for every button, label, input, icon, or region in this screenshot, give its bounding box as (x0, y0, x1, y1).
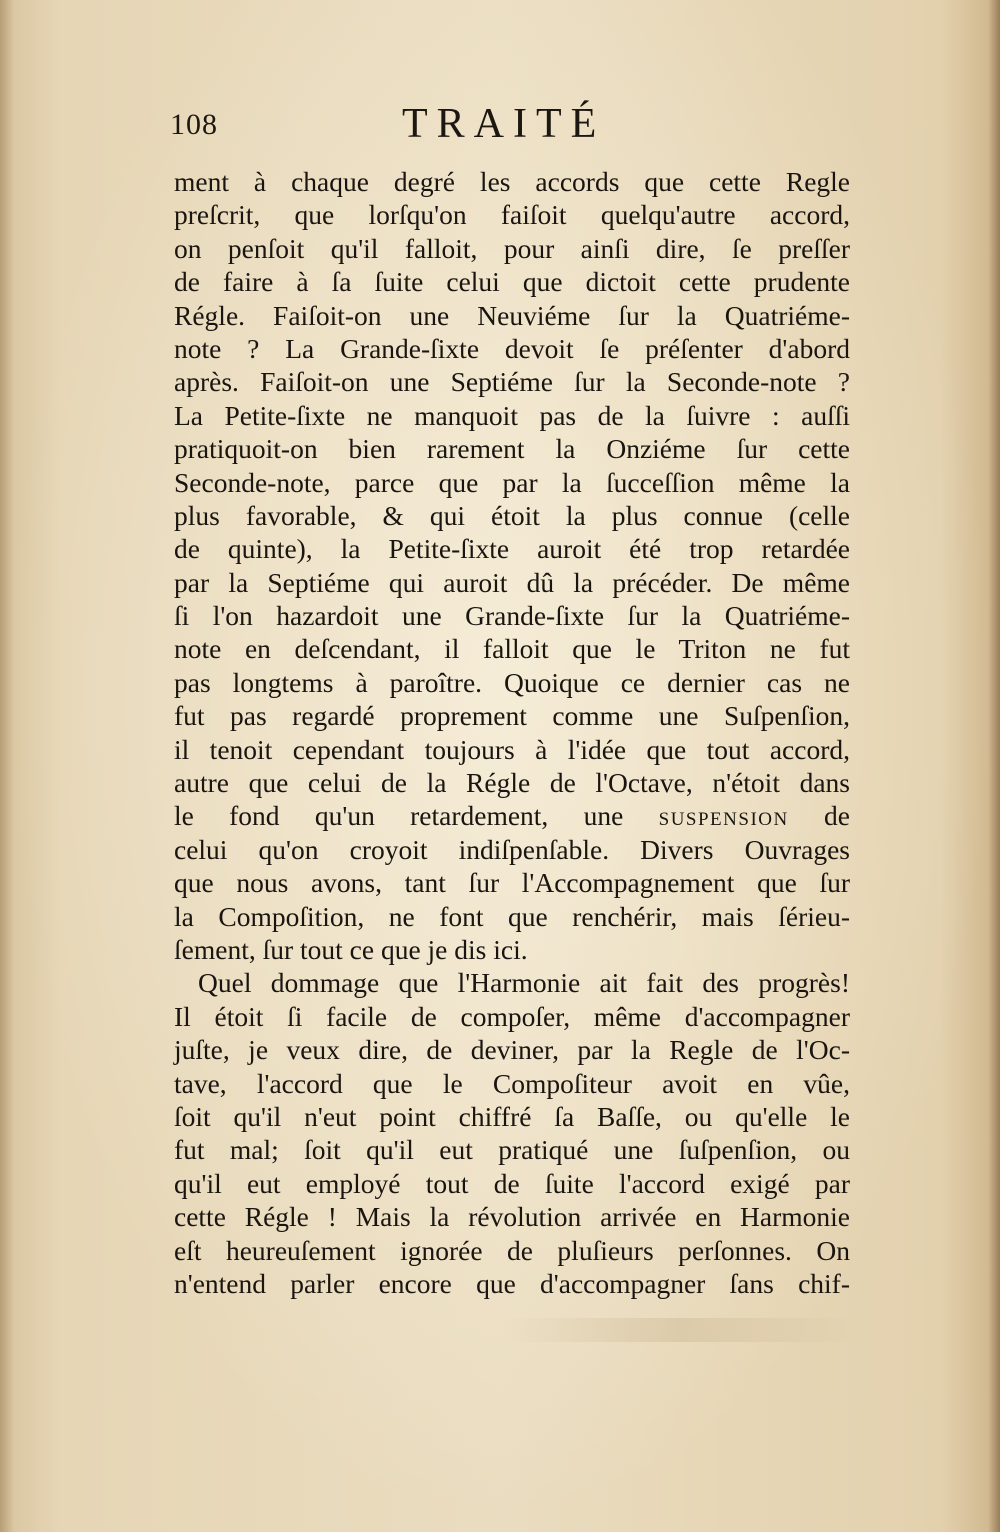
small-caps-term: suspension (658, 800, 789, 832)
text-line-with-small-caps (174, 799, 850, 832)
text-line: Seconde-note, parce que par la ſucceſſion même la (174, 466, 850, 498)
page-edge-shadow-left (0, 0, 14, 1532)
text-line-end: de (788, 800, 850, 832)
text-line: eſt heureuſement ignorée de pluſieurs perſonnes. On (174, 1234, 850, 1266)
text-line: pas longtems à paroître. Quoique ce dernier cas ne (174, 666, 850, 698)
text-line: on penſoit qu'il falloit, pour ainſi dire, ſe preſſer (174, 232, 850, 264)
text-line: preſcrit, que lorſqu'on faiſoit quelqu'autre accord, (174, 199, 850, 231)
text-line: Il étoit ſi facile de compoſer, même d'accompagner (174, 1000, 850, 1032)
text-line: de quinte), la Petite-ſixte auroit été trop retardée (174, 533, 850, 565)
paragraph-last-line: ſement, ſur tout ce que je dis ici. (174, 933, 528, 965)
text-line: fut pas regardé proprement comme une Suſpenſion, (174, 700, 850, 732)
text-line: tave, l'accord que le Compoſiteur avoit en vûe, (174, 1067, 850, 1099)
body-text (174, 165, 850, 1300)
text-line: autre que celui de la Régle de l'Octave, n'étoit dans (174, 767, 850, 799)
text-line: celui qu'on croyoit indiſpenſable. Divers Ouvrages (174, 833, 850, 865)
page-number: 108 (170, 108, 218, 141)
text-line: ſoit qu'il n'eut point chiffré ſa Baſſe, ou qu'elle le (174, 1100, 850, 1132)
text-line: il tenoit cependant toujours à l'idée que tout accord, (174, 733, 850, 765)
text-line: La Petite-ſixte ne manquoit pas de la ſuivre : auſſi (174, 399, 850, 431)
running-head (170, 100, 860, 160)
text-line: fut mal; ſoit qu'il eut pratiqué une ſuſpenſion, ou (174, 1134, 850, 1166)
running-title: TRAITÉ (402, 101, 606, 147)
text-line: cette Régle ! Mais la révolution arrivée en Harmonie (174, 1201, 850, 1233)
paragraph-first-line: Quel dommage que l'Harmonie ait fait des progrès! (198, 967, 850, 999)
text-line-start: le fond qu'un retardement, une (174, 800, 659, 832)
text-line: plus favorable, & qui étoit la plus connue (celle (174, 499, 850, 531)
text-line: ment à chaque degré les accords que cette Regle (174, 166, 850, 197)
text-line: ſi l'on hazardoit une Grande-ſixte ſur la Quatriéme- (174, 600, 850, 632)
ink-show-through (500, 1318, 860, 1342)
text-line: de faire à ſa ſuite celui que dictoit cette prudente (174, 266, 850, 298)
text-line: pratiquoit-on bien rarement la Onziéme ſur cette (174, 433, 850, 465)
text-line: que nous avons, tant ſur l'Accompagnement que ſur (174, 867, 850, 899)
text-line: par la Septiéme qui auroit dû la précéder. De même (174, 566, 850, 598)
text-line: qu'il eut employé tout de ſuite l'accord exigé par (174, 1167, 850, 1199)
text-line: n'entend parler encore que d'accompagner ſans chif- (174, 1267, 850, 1299)
text-line: note ? La Grande-ſixte devoit ſe préſenter d'abord (174, 332, 850, 364)
text-line: juſte, je veux dire, de deviner, par la Regle de l'Oc- (174, 1034, 850, 1066)
text-line: après. Faiſoit-on une Septiéme ſur la Seconde-note ? (174, 366, 850, 398)
text-line: note en deſcendant, il falloit que le Triton ne fut (174, 633, 850, 665)
text-line: Régle. Faiſoit-on une Neuviéme ſur la Quatriéme- (174, 299, 850, 331)
text-line: la Compoſition, ne font que renchérir, mais ſérieu- (174, 900, 850, 932)
page-edge-shadow-right (988, 0, 1000, 1532)
